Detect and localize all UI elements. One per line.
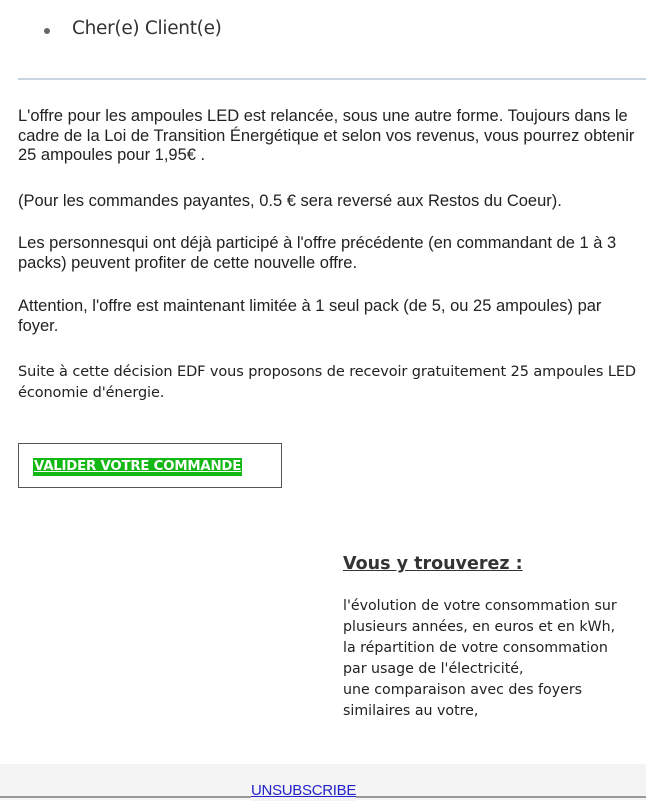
features-line: la répartition de votre consommation bbox=[343, 640, 608, 656]
charity-note-paragraph: (Pour les commandes payantes, 0.5 € sera reversé aux Restos du Coeur). bbox=[18, 192, 562, 210]
features-section bbox=[343, 552, 643, 722]
features-line: similaires au votre, bbox=[343, 703, 479, 719]
features-line: par usage de l'électricité, bbox=[343, 661, 524, 677]
bullet-dot-icon bbox=[44, 28, 50, 34]
greeting-list-item bbox=[0, 14, 646, 50]
offer-intro-paragraph: L'offre pour les ampoules LED est relancée, sous une autre forme. Toujours dans le cadre de la Loi de Transition Énergétique et selon vos revenus, vous pourrez obtenir 25 ampoules pour 1,95€ . bbox=[18, 107, 635, 164]
features-line: une comparaison avec des foyers bbox=[343, 682, 583, 698]
header-divider bbox=[18, 78, 646, 80]
features-line: plusieurs années, en euros et en kWh, bbox=[343, 619, 616, 635]
edf-offer-paragraph: Suite à cette décision EDF vous proposons de recevoir gratuitement 25 ampoules LED économie d'énergie. bbox=[18, 364, 636, 401]
features-heading: Vous y trouverez : bbox=[343, 554, 523, 574]
email-footer bbox=[0, 764, 646, 800]
validate-order-link[interactable]: VALIDER VOTRE COMMANDE bbox=[34, 459, 242, 474]
features-line: l'évolution de votre consommation sur bbox=[343, 598, 617, 614]
greeting-text: Cher(e) Client(e) bbox=[72, 18, 222, 39]
eligibility-paragraph: Les personnesqui ont déjà participé à l'offre précédente (en commandant de 1 à 3 packs) peuvent profiter de cette nouvelle offre. bbox=[18, 234, 617, 272]
unsubscribe-link[interactable]: UNSUBSCRIBE bbox=[251, 782, 357, 799]
limit-warning-paragraph: Attention, l'offre est maintenant limitée à 1 seul pack (de 5, ou 25 ampoules) par foyer. bbox=[18, 297, 602, 335]
validate-order-button-box[interactable] bbox=[18, 443, 282, 488]
features-list bbox=[343, 596, 643, 722]
